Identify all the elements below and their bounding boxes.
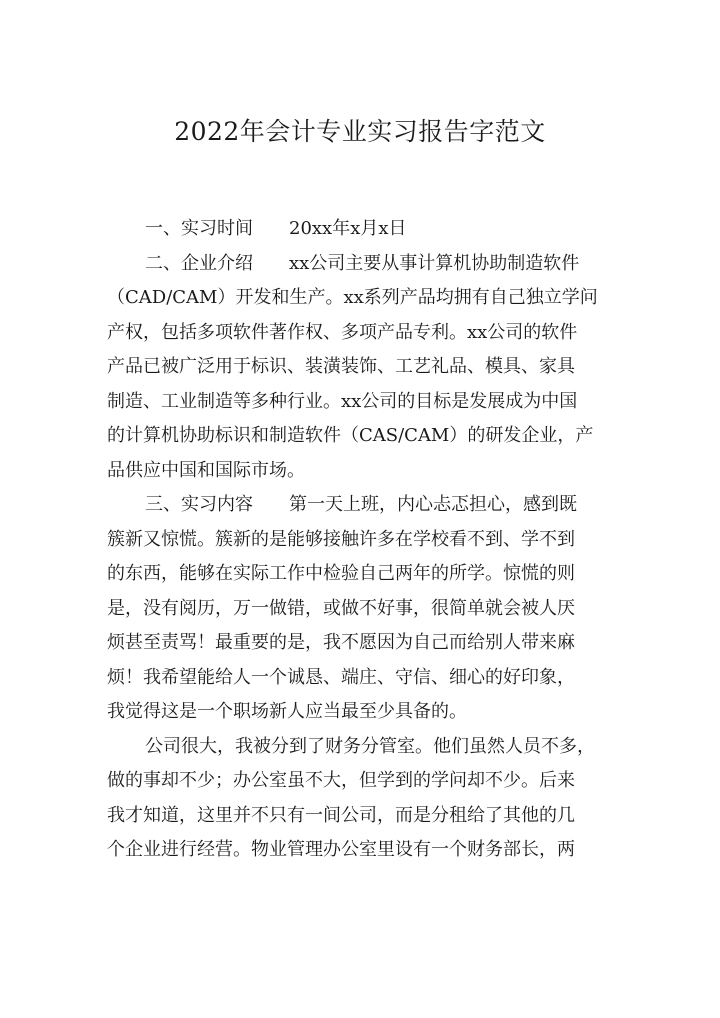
text-line <box>107 247 615 282</box>
text-line: 制造、工业制造等多种行业。xx公司的目标是发展成为中国 <box>107 390 578 412</box>
text-line: 簇新又惊慌。簇新的是能够接触许多在学校看不到、学不到 <box>107 528 575 550</box>
text-line: 公司很大，我被分到了财务分管室。他们虽然人员不多， <box>145 735 595 757</box>
line-text: xx公司主要从事计算机协助制造软件 <box>289 252 580 274</box>
text-line: 我觉得这是一个职场新人应当最至少具备的。 <box>107 701 467 722</box>
section-heading: 三、实习内容 <box>145 494 253 515</box>
section-heading: 一、实习时间 <box>145 218 253 239</box>
line-text: 第一天上班，内心忐忑担心，感到既 <box>289 494 577 515</box>
document-body <box>107 212 615 868</box>
section-heading: 二、企业介绍 <box>145 252 253 274</box>
text-line: 我才知道，这里并不只有一间公司，而是分租给了其他的几 <box>107 804 575 826</box>
text-line <box>107 212 615 247</box>
text-line: 产品已被广泛用于标识、装潢装饰、工艺礼品、模具、家具 <box>107 356 575 377</box>
text-line: 品供应中国和国际市场。 <box>107 459 305 481</box>
text-line <box>107 488 615 523</box>
text-line: （CAD/CAM）开发和生产。xx系列产品均拥有自己独立学问 <box>107 287 598 308</box>
text-line: 产权，包括多项软件著作权、多项产品专利。xx公司的软件 <box>107 321 578 343</box>
text-line: 个企业进行经营。物业管理办公室里设有一个财务部长，两 <box>107 839 575 860</box>
text-line: 的计算机协助标识和制造软件（CAS/CAM）的研发企业，产 <box>107 425 594 446</box>
text-line: 做的事却不少；办公室虽不大，但学到的学问却不少。后来 <box>107 770 575 791</box>
line-text: 20xx年x月x日 <box>289 218 407 239</box>
document-title: 2022年会计专业实习报告字范文 <box>174 117 546 146</box>
text-line: 烦！我希望能给人一个诚恳、端庄、守信、细心的好印象， <box>107 666 575 688</box>
text-line: 烦甚至责骂！最重要的是，我不愿因为自己而给别人带来麻 <box>107 632 575 653</box>
text-line: 的东西，能够在实际工作中检验自己两年的所学。惊慌的则 <box>107 563 575 584</box>
text-line: 是，没有阅历，万一做错，或做不好事，很简单就会被人厌 <box>107 597 575 619</box>
